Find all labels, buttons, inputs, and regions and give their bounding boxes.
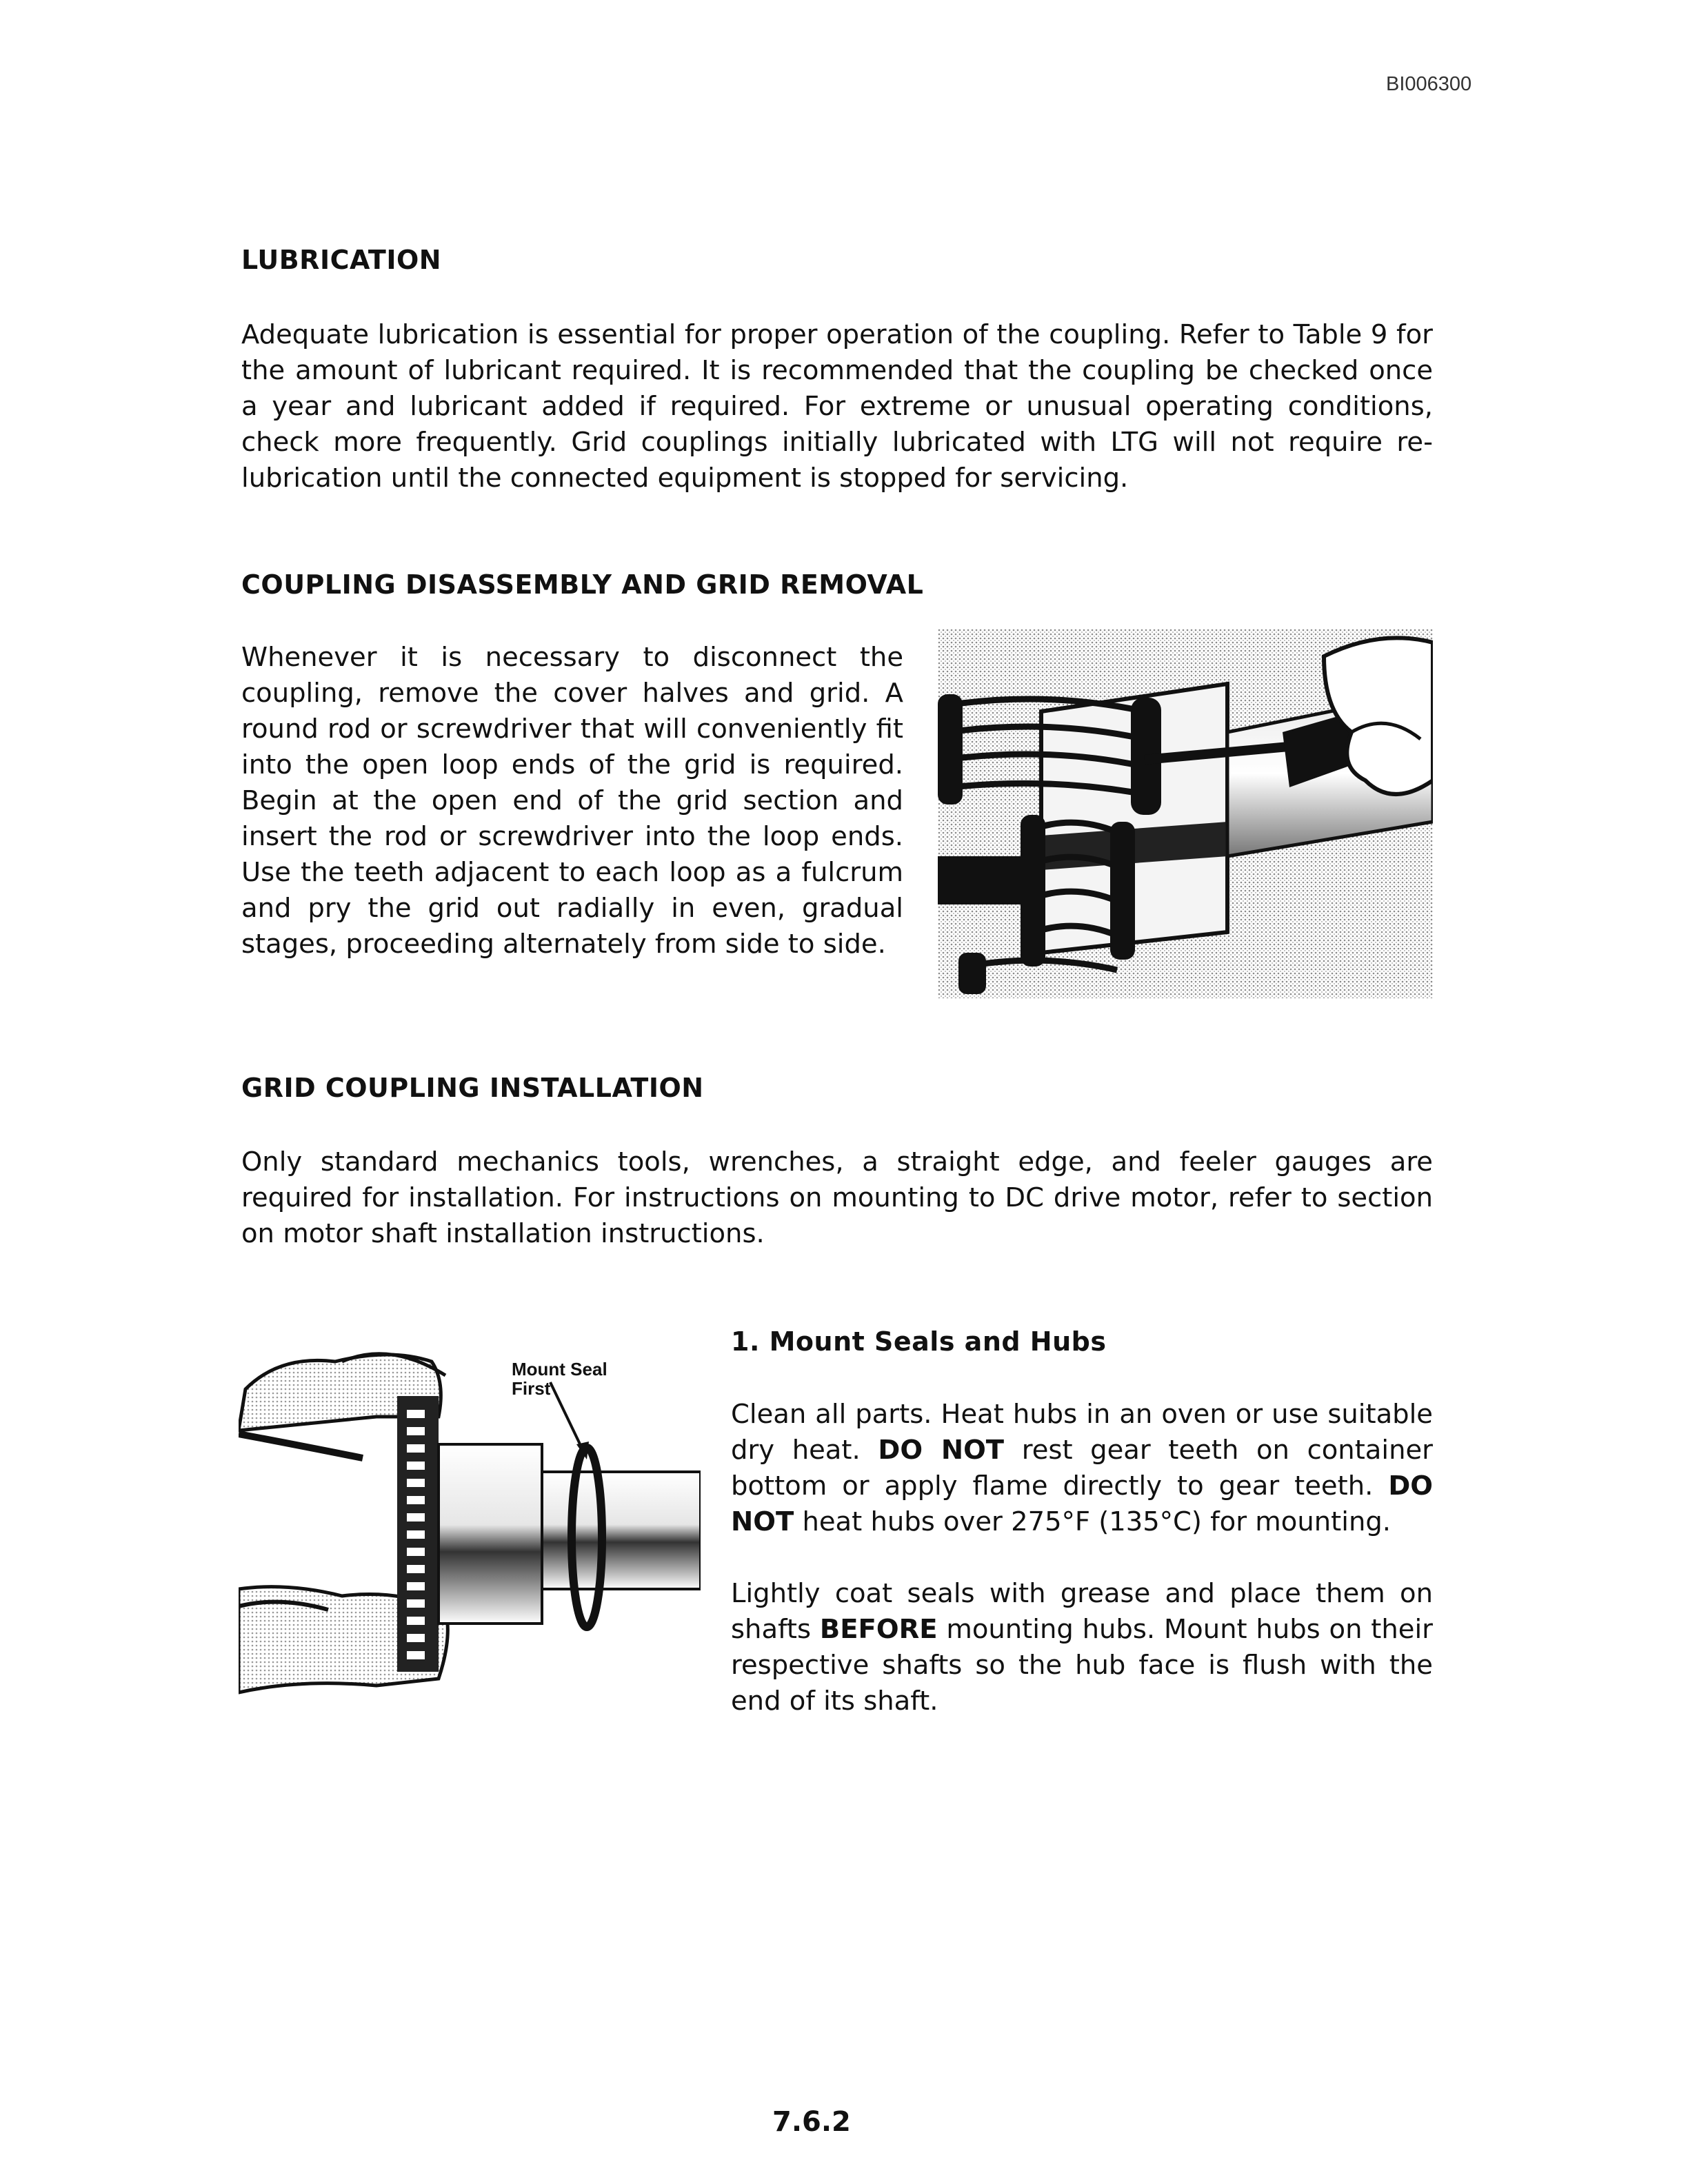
lubrication-heading: LUBRICATION	[241, 245, 442, 275]
grid-removal-illustration	[938, 629, 1433, 998]
mount-seal-illustration	[239, 1334, 701, 1699]
installation-paragraph: Only standard mechanics tools, wrenches, a straight edge, and feeler gauges are required for installation. For instructions on mounting to DC drive motor, refer to section on motor shaft installation instructions.	[241, 1146, 1433, 1249]
installation-heading: GRID COUPLING INSTALLATION	[241, 1073, 704, 1103]
mount-seal-first-label: First	[512, 1378, 551, 1399]
mount-seal-label: Mount Seal	[512, 1359, 607, 1379]
page-number: 7.6.2	[772, 2106, 851, 2138]
step1-paragraph-2: Lightly coat seals with grease and place them on shafts BEFORE mounting hubs. Mount hubs on their respective shafts so the hub face is flush with the end of its shaft.	[731, 1578, 1433, 1717]
lubrication-paragraph: Adequate lubrication is essential for proper operation of the coupling. Refer to Table 9 for the amount of lubricant required. It is recommended that the coupling be checked once a year and lubricant added if required. For extreme or unusual operating conditions, check more frequently. Grid couplings initially lubricated with LTG will not require re-lubrication until the connected equipment is stopped for servicing.	[241, 319, 1433, 494]
step1-paragraph-1: Clean all parts. Heat hubs in an oven or use suitable dry heat. DO NOT rest gear teeth on container bottom or apply flame directly to gear teeth. DO NOT heat hubs over 275°F (135°C) for mounting.	[731, 1399, 1434, 1537]
document-id: BI006300	[1386, 73, 1472, 95]
disassembly-heading: COUPLING DISASSEMBLY AND GRID REMOVAL	[241, 569, 924, 600]
step1-heading: 1. Mount Seals and Hubs	[731, 1326, 1107, 1357]
disassembly-paragraph: Whenever it is necessary to disconnect the coupling, remove the cover halves and grid. A round rod or screwdriver that will conveniently fit into the open loop ends of the grid is required. Begin at the open end of the grid section and insert the rod or screwdriver into the loop ends. Use the teeth adjacent to each loop as a fulcrum and pry the grid out radially in even, gradual stages, proceeding alternately from side to side.	[241, 642, 903, 960]
